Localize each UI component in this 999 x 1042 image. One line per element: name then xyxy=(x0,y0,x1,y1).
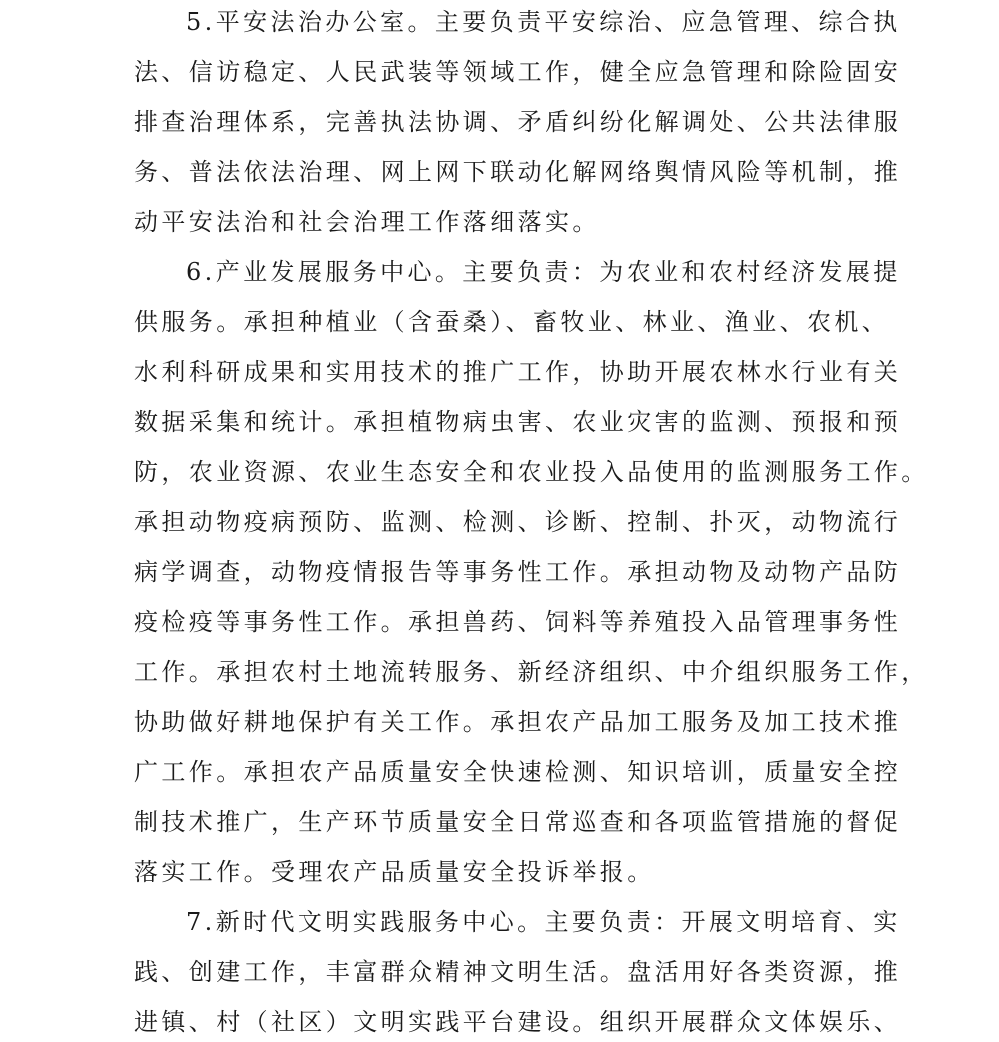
text-line: 落实工作。受理农产品质量安全投诉举报。 xyxy=(134,858,655,886)
text-line: 制技术推广，生产环节质量安全日常巡查和各项监管措施的督促 xyxy=(134,808,902,836)
text-line: 数据采集和统计。承担植物病虫害、农业灾害的监测、预报和预 xyxy=(134,408,902,436)
text-line: 广工作。承担农产品质量安全快速检测、知识培训，质量安全控 xyxy=(134,758,902,786)
text-line: 5.平安法治办公室。主要负责平安综治、应急管理、综合执 xyxy=(186,8,901,36)
text-line: 进镇、村（社区）文明实践平台建设。组织开展群众文体娱乐、 xyxy=(134,1008,902,1036)
text-line: 7.新时代文明实践服务中心。主要负责：开展文明培育、实 xyxy=(186,908,901,936)
text-line: 供服务。承担种植业（含蚕桑）、畜牧业、林业、渔业、农机、 xyxy=(134,308,890,336)
text-line: 动平安法治和社会治理工作落细落实。 xyxy=(134,208,600,236)
text-line: 务、普法依法治理、网上网下联动化解网络舆情风险等机制，推 xyxy=(134,158,902,186)
text-line: 践、创建工作，丰富群众精神文明生活。盘活用好各类资源，推 xyxy=(134,958,902,986)
text-line: 6.产业发展服务中心。主要负责：为农业和农村经济发展提 xyxy=(186,258,901,286)
text-line: 排查治理体系，完善执法协调、矛盾纠纷化解调处、公共法律服 xyxy=(134,108,902,136)
text-line: 防，农业资源、农业生态安全和农业投入品使用的监测服务工作。 xyxy=(134,458,929,486)
text-line: 承担动物疫病预防、监测、检测、诊断、控制、扑灭，动物流行 xyxy=(134,508,902,536)
text-line: 病学调查，动物疫情报告等事务性工作。承担动物及动物产品防 xyxy=(134,558,902,586)
text-line: 协助做好耕地保护有关工作。承担农产品加工服务及加工技术推 xyxy=(134,708,902,736)
text-line: 工作。承担农村土地流转服务、新经济组织、中介组织服务工作， xyxy=(134,658,929,686)
text-line: 疫检疫等事务性工作。承担兽药、饲料等养殖投入品管理事务性 xyxy=(134,608,902,636)
text-line: 法、信访稳定、人民武装等领域工作，健全应急管理和除险固安 xyxy=(134,58,902,86)
text-line: 水利科研成果和实用技术的推广工作，协助开展农林水行业有关 xyxy=(134,358,902,386)
